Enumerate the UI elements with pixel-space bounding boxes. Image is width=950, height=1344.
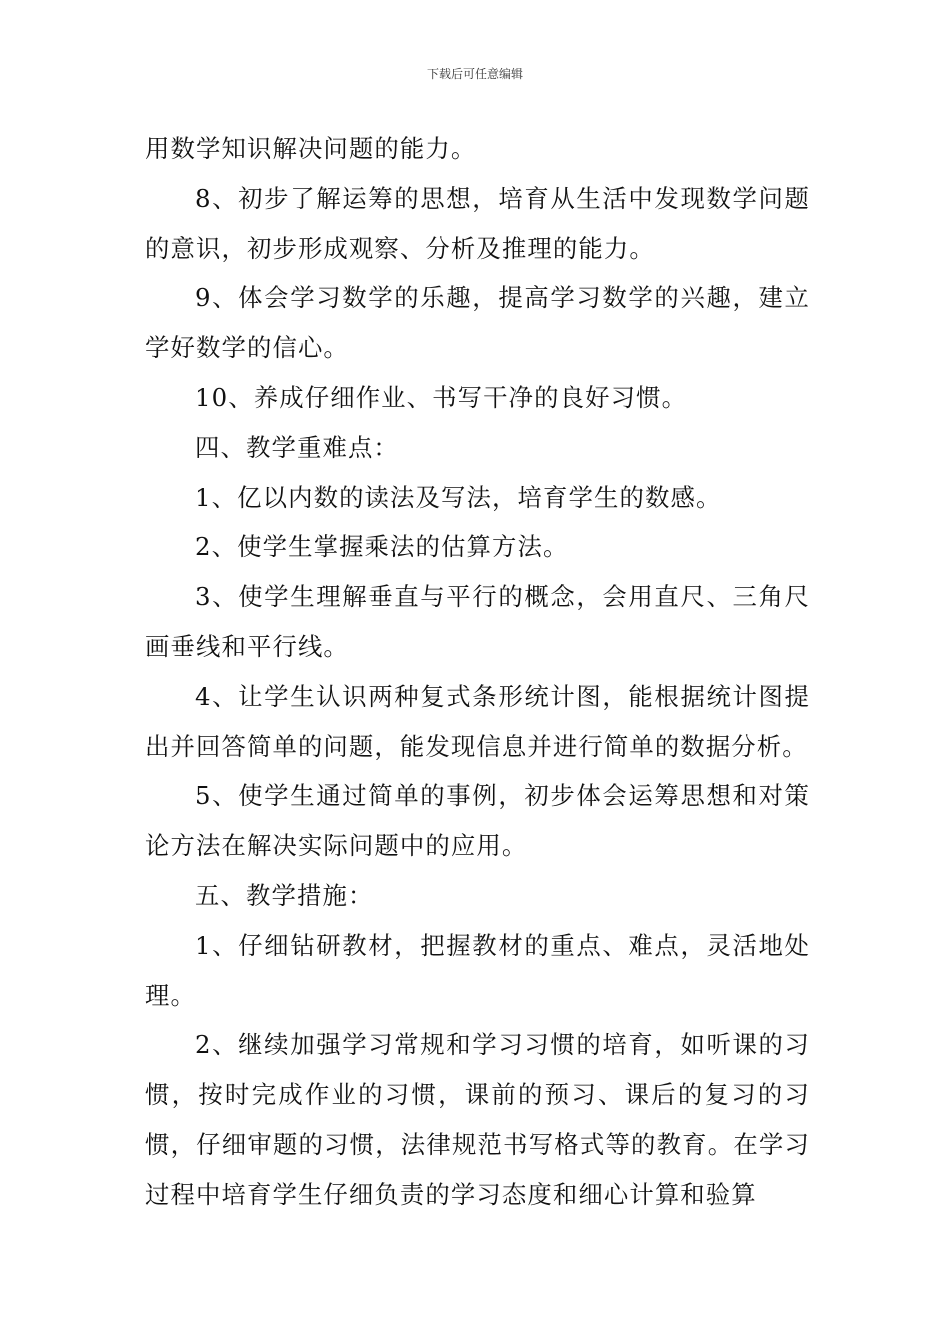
paragraph: 2、继续加强学习常规和学习习惯的培育，如听课的习惯，按时完成作业的习惯，课前的预习、课后的复习的习惯，仔细审题的习惯，法律规范书写格式等的教育。在学习过程中培育学生仔细负责的学习态度和细心计算和验算 bbox=[145, 1030, 810, 1209]
section-heading: 五、教学措施： bbox=[195, 880, 374, 910]
paragraph: 3、使学生理解垂直与平行的概念，会用直尺、三角尺画垂线和平行线。 bbox=[145, 582, 810, 661]
paragraph: 4、让学生认识两种复式条形统计图，能根据统计图提出并回答简单的问题，能发现信息并进行简单的数据分析。 bbox=[145, 681, 810, 761]
page-header: 下载后可任意编辑 bbox=[426, 67, 523, 81]
paragraph: 2、使学生掌握乘法的估算方法。 bbox=[195, 532, 569, 562]
paragraph: 1、仔细钻研教材，把握教材的重点、难点，灵活地处理。 bbox=[145, 930, 810, 1010]
document-body bbox=[145, 124, 810, 1220]
paragraph: 10、养成仔细作业、书写干净的良好习惯。 bbox=[195, 382, 688, 412]
paragraph: 1、亿以内数的读法及写法，培育学生的数感。 bbox=[195, 482, 722, 512]
paragraph: 5、使学生通过简单的事例，初步体会运筹思想和对策论方法在解决实际问题中的应用。 bbox=[145, 781, 810, 861]
section-heading: 四、教学重难点： bbox=[195, 432, 399, 462]
paragraph: 9、体会学习数学的乐趣，提高学习数学的兴趣，建立学好数学的信心。 bbox=[145, 283, 810, 363]
paragraph: 用数学知识解决问题的能力。 bbox=[145, 134, 477, 163]
paragraph: 8、初步了解运筹的思想，培育从生活中发现数学问题的意识，初步形成观察、分析及推理的能力。 bbox=[145, 183, 810, 263]
